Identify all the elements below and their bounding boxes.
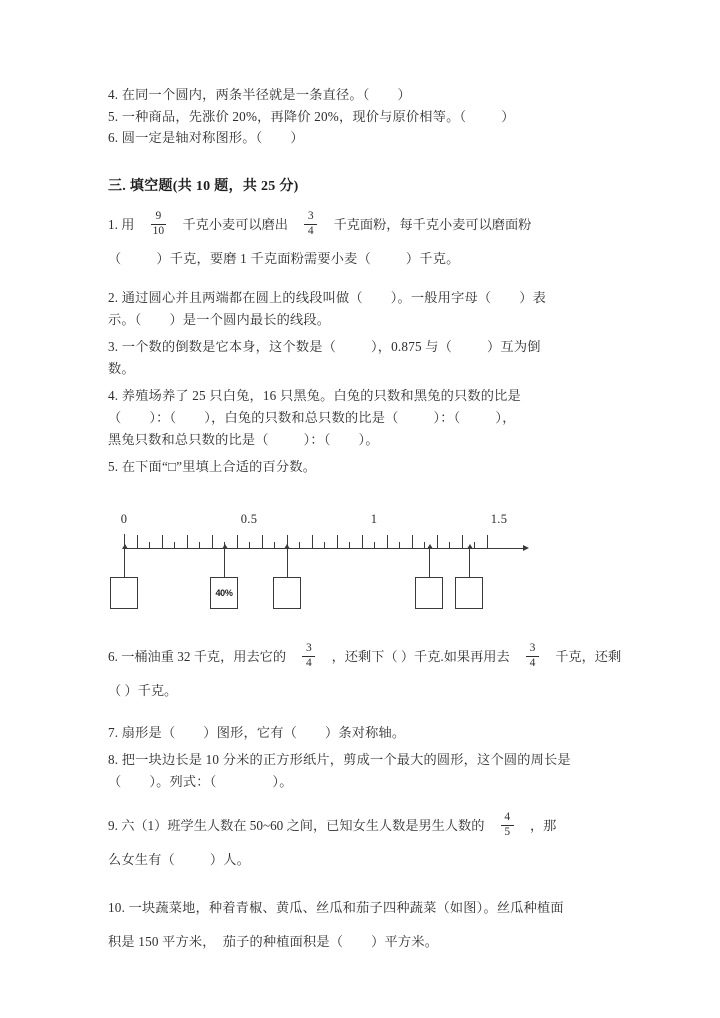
question-6 [108,640,624,708]
marker-pointer-4 [429,549,430,577]
question-10 [108,891,624,959]
section-heading: 三. 填空题(共 10 题，共 25 分) [108,178,299,194]
question-1-text-part2: 千克小麦可以磨出 [182,216,288,232]
axis-tick-minor [174,542,175,549]
answer-box-blank[interactable] [415,577,443,609]
axis-tick-minor [324,542,325,549]
fraction-three-quarters [302,643,315,670]
axis-tick-minor [474,542,475,549]
fraction-nine-tenths [151,211,167,238]
fraction-denominator: 4 [307,224,314,237]
marker-pointer-3 [287,549,288,577]
axis-tick-label: 0 [120,511,128,526]
truefalse-item-4: 4. 在同一个圆内，两条半径就是一条直径。（ ） [108,87,411,102]
question-3 [108,336,624,380]
question-8-line2: （ ）。列式：（ ）。 [108,773,293,789]
fraction-denominator: 5 [504,825,511,838]
axis-tick-minor [299,542,300,549]
axis-tick-major [487,535,488,549]
axis-tick-minor [349,542,350,549]
question-1-text-part3: 千克面粉，每千克小麦可以磨面粉 [333,216,532,232]
answer-box-blank[interactable] [273,577,301,609]
question-4-line2: （ ）：（ ），白兔的只数和总只数的比是（ ）：（ ）， [108,409,516,425]
question-9-text-part1: 9. 六（1）班学生人数在 50~60 之间，已知女生人数是男生人数的 [108,817,485,833]
fraction-denominator: 10 [152,224,165,237]
axis-tick-minor [199,542,200,549]
axis-tick-minor [424,542,425,549]
question-10-line2: 积是 150 平方米， 茄子的种植面积是（ ）平方米。 [108,933,439,949]
question-6-text-part3: 千克，还剩（ ）千克。 [108,648,622,698]
axis-tick-label: 1 [370,511,378,526]
question-5-line1: 5. 在下面“□”里填上合适的百分数。 [108,458,317,474]
question-2-line1: 2. 通过圆心并且两端都在圆上的线段叫做（ ）。一般用字母（ ）表 [108,289,546,305]
axis-tick-major [412,535,413,549]
question-3-line1: 3. 一个数的倒数是它本身，这个数是（ ），0.875 与（ ）互为倒 [108,338,541,354]
axis-tick-major [162,535,163,549]
truefalse-item-5: 5. 一种商品，先涨价 20%，再降价 20%，现价与原价相等。（ ） [108,108,515,124]
question-10-line1: 10. 一块蔬菜地，种着青椒、黄瓜、丝瓜和茄子四种蔬菜（如图）。丝瓜种植面 [108,899,564,915]
question-9-line2: 么女生有（ ）人。 [108,851,251,867]
fraction-numerator: 3 [307,210,314,223]
question-4-line3: 黑兔只数和总只数的比是（ ）：（ ）。 [108,431,379,447]
question-4-line1: 4. 养殖场养了 25 只白兔，16 只黑兔。白兔的只数和黑兔的只数的比是 [108,387,521,403]
answer-box-blank[interactable] [110,577,138,609]
fraction-numerator: 4 [504,811,511,824]
question-2-line2: 示。（ ）是一个圆内最长的线段。 [108,311,331,327]
axis-tick-label: 0.5 [240,511,258,526]
axis-tick-minor [374,542,375,549]
worksheet-content [108,84,624,959]
fraction-denominator: 4 [305,656,312,669]
axis-tick-minor [449,542,450,549]
axis-tick-major [462,535,463,549]
axis-tick-major [312,535,313,549]
fraction-denominator: 4 [529,656,536,669]
question-4 [108,385,624,451]
axis-tick-major [212,535,213,549]
number-line-figure [114,504,574,616]
axis-tick-major [362,535,363,549]
marker-pointer-1 [124,549,125,577]
axis-tick-major [337,535,338,549]
question-9 [108,809,624,843]
axis-tick-minor [399,542,400,549]
truefalse-item-6: 6. 圆一定是轴对称图形。（ ） [108,130,304,145]
axis-tick-major [237,535,238,549]
question-9-text-part2: ，那 [529,817,557,833]
question-1-line2: （ ）千克，要磨 1 千克面粉需要小麦（ ）千克。 [108,250,460,266]
fraction-numerator: 3 [305,642,312,655]
question-5 [108,456,624,478]
axis-tick-label: 1.5 [490,511,508,526]
answer-box-filled[interactable]: 40% [210,577,238,609]
question-1 [108,208,624,242]
question-7-line1: 7. 扇形是（ ）图形，它有（ ）条对称轴。 [108,724,406,740]
axis-tick-major [137,535,138,549]
axis-tick-minor [274,542,275,549]
axis-tick-major [187,535,188,549]
axis-tick-minor [149,542,150,549]
axis-arrowhead-icon [523,545,529,551]
question-6-text-part1: 6. 一桶油重 32 千克，用去它的 [108,648,287,664]
axis-tick-major [262,535,263,549]
question-7 [108,722,624,744]
truefalse-block [108,84,624,149]
question-8 [108,749,624,793]
question-8-line1: 8. 把一块边长是 10 分米的正方形纸片，剪成一个最大的圆形，这个圆的周长是 [108,751,571,767]
fraction-numerator: 9 [155,210,162,223]
question-3-line2: 数。 [108,360,135,376]
fraction-numerator: 3 [529,642,536,655]
axis-tick-major [437,535,438,549]
axis-tick-major [387,535,388,549]
marker-pointer-2 [224,549,225,577]
question-6-text-part2: ，还剩下（ ）千克.如果再用去 [331,648,510,664]
question-1-text-part1: 1. 用 [108,216,135,232]
question-2 [108,287,624,331]
fraction-three-quarters-second [526,643,539,670]
axis-tick-minor [249,542,250,549]
fraction-three-quarters [304,211,317,238]
answer-box-blank[interactable] [455,577,483,609]
marker-pointer-5 [469,549,470,577]
fraction-four-fifths [501,812,514,839]
